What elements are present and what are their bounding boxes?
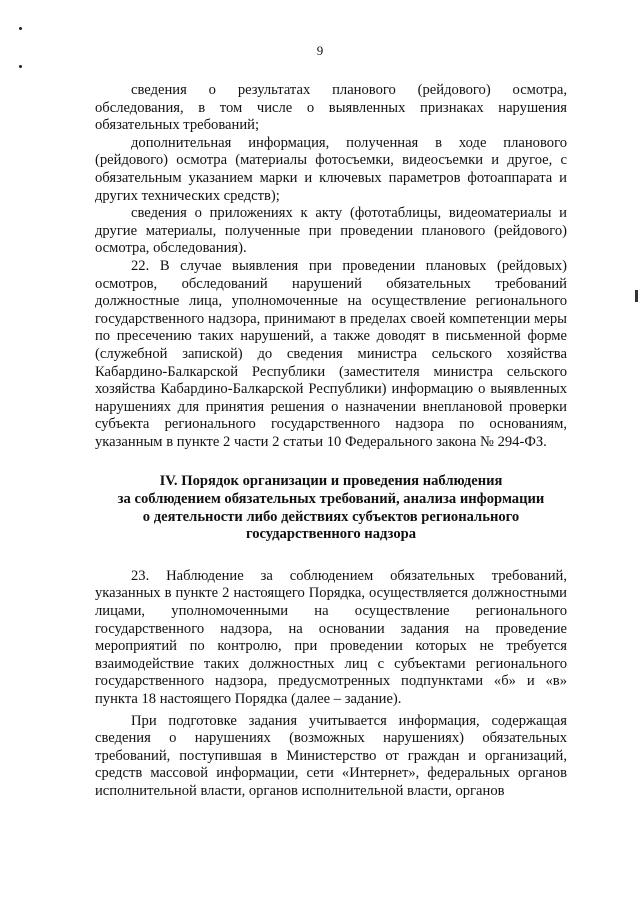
section-heading-line: за соблюдением обязательных требований, анализа информации [117, 491, 545, 508]
section-heading-line: IV. Порядок организации и проведения наблюдения [159, 473, 503, 490]
paragraph: При подготовке задания учитывается информация, содержащая сведения о нарушениях (возможных нарушениях) обязательных требований, поступившая в Министерство от граждан и организаций, средств массовой информации, сети «Интернет», федеральных органов исполнительной власти, органов исполнительной власти, органов [95, 712, 567, 799]
section-heading-line: государственного надзора [245, 526, 417, 543]
section-heading-line: о деятельности либо действиях субъектов регионального [142, 508, 520, 525]
paragraph: дополнительная информация, полученная в ходе планового (рейдового) осмотра (материалы фотосъемки, видеосъемки и другое, с обязательным указанием марки и ключевых параметров фотоаппарата и других технических средств); [95, 134, 567, 204]
page-number: 9 [316, 43, 324, 58]
paragraph: 23. Наблюдение за соблюдением обязательных требований, указанных в пункте 2 настоящего Порядка, осуществляется должностными лицами, уполномоченными на осуществление регионального государственного надзора, на основании задания на проведение мероприятий по контролю, при проведении которых не требуется взаимодействие таких должностных лиц с субъектами регионального государственного надзора, предусмотренных подпунктами «б» и «в» пункта 18 настоящего Порядка (далее – задание). [95, 567, 567, 707]
scan-mark [19, 27, 22, 30]
paragraph: 22. В случае выявления при проведении плановых (рейдовых) осмотров, обследований нарушений обязательных требований должностные лица, уполномоченные на осуществление регионального государственного надзора, принимают в пределах своей компетенции меры по пресечению таких нарушений, а также доводят в письменной форме (служебной запиской) до сведения министра сельского хозяйства Кабардино-Балкарской Республики (заместителя министра сельского хозяйства Кабардино-Балкарской Республики) информацию о выявленных нарушениях для принятия решения о назначении внеплановой проверки субъекта регионального государственного надзора по основаниям, указанным в пункте 2 части 2 статьи 10 Федерального закона № 294-ФЗ. [95, 257, 567, 450]
section-heading [95, 473, 567, 543]
paragraph: сведения о приложениях к акту (фототаблицы, видеоматериалы и другие материалы, полученные при проведении планового (рейдового) осмотра, обследования). [95, 205, 567, 257]
scan-mark [19, 65, 22, 68]
scan-mark [635, 290, 638, 302]
document-body [95, 82, 567, 801]
paragraph: сведения о результатах планового (рейдового) осмотра, обследования, в том числе о выявленных признаках нарушения обязательных требований; [95, 82, 567, 134]
